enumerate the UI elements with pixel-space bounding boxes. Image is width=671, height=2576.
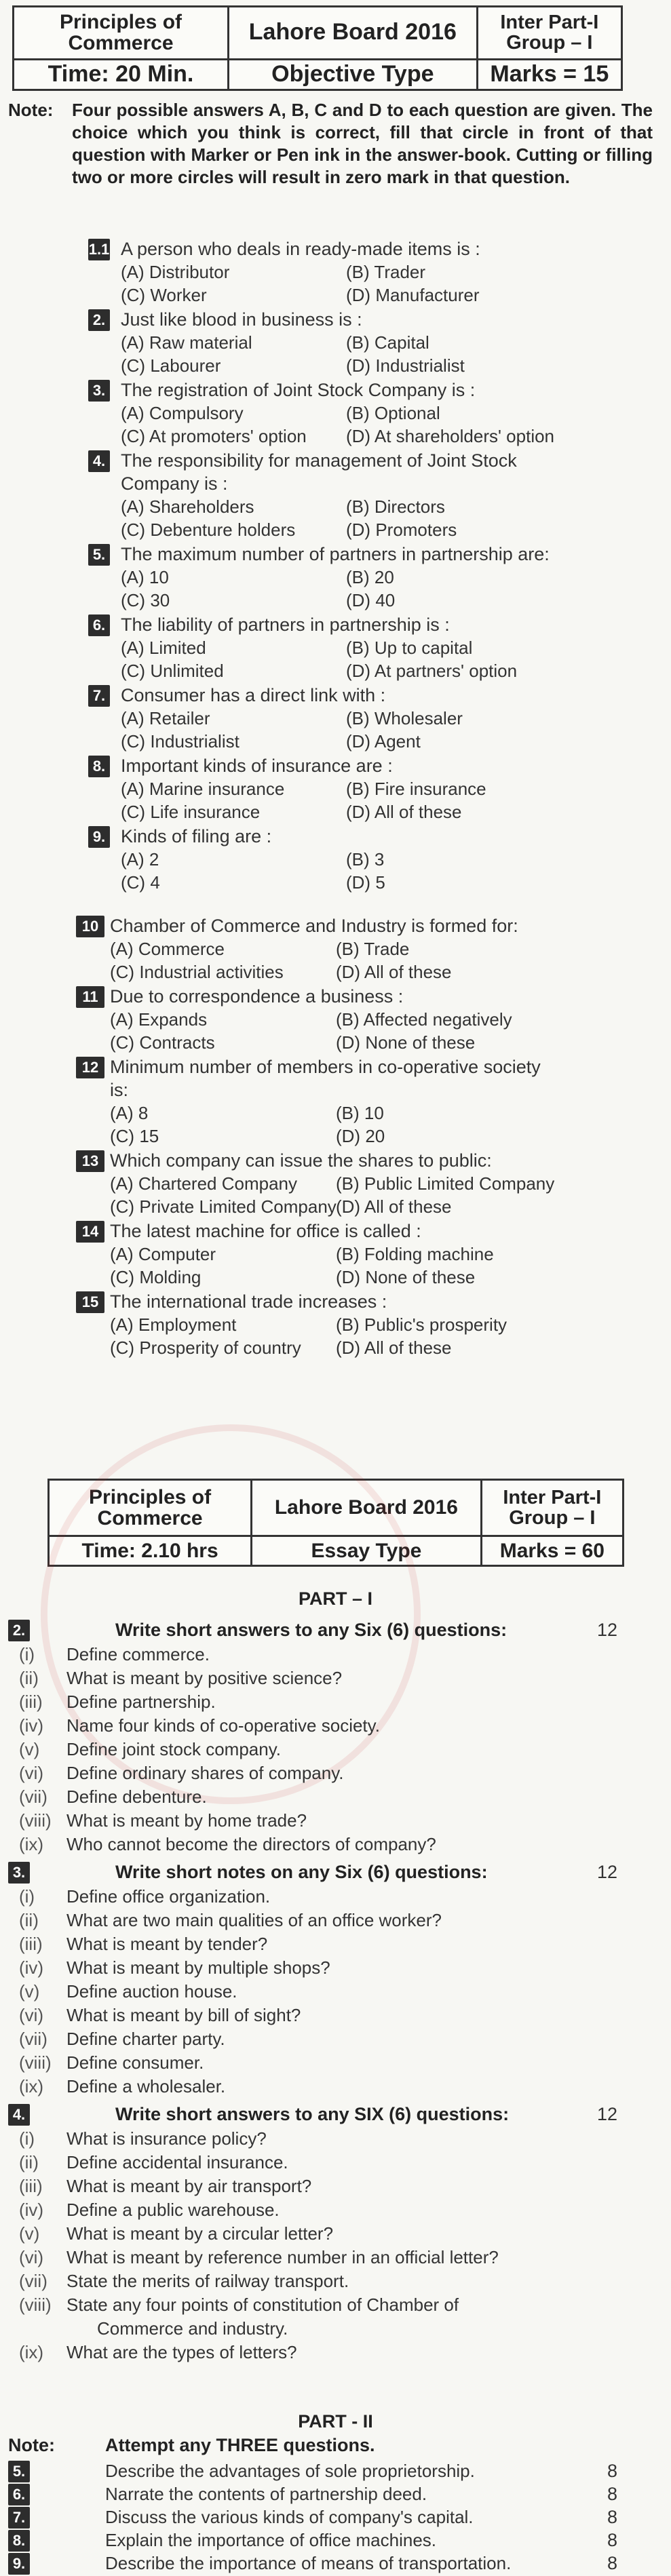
subject-title: Principles of Commerce [14, 7, 229, 60]
question-text: What is meant by positive science? [66, 1668, 343, 1688]
question-text: Define auction house. [66, 1981, 237, 2002]
option-text: (A) Computer [110, 1244, 216, 1264]
essay-type-label: Essay Type [252, 1536, 482, 1566]
option-text: (C) Unlimited [121, 661, 224, 681]
option-text: (D) 5 [346, 872, 385, 893]
option-text: (C) At promoters' option [121, 426, 307, 446]
essay-part-group [481, 1480, 623, 1536]
question-text: Consumer has a direct link with : [121, 685, 386, 705]
option-text: (D) Agent [346, 731, 421, 752]
question-text: Chamber of Commerce and Industry is formed for: [110, 916, 518, 936]
question-text: Define partnership. [66, 1692, 216, 1712]
option-text: (A) Shareholders [121, 496, 254, 517]
short-question [19, 2176, 311, 2197]
question-text: Name four kinds of co-operative society. [66, 1715, 380, 1736]
roman-numeral: (v) [19, 1981, 40, 2002]
option-text: (B) Wholesaler [346, 708, 463, 728]
long-question: Discuss the various kinds of company's capital. [105, 2507, 474, 2527]
section-heading: Write short answers to any Six (6) questions: [115, 1620, 507, 1640]
question-text: The latest machine for office is called : [110, 1221, 421, 1241]
short-question [19, 1763, 344, 1784]
question-text: Define charter party. [66, 2029, 225, 2049]
question-number: 14 [76, 1221, 104, 1243]
question-marks: 8 [607, 2484, 618, 2504]
option-text: (C) Contracts [110, 1032, 215, 1053]
part2-title: PART - II [298, 2411, 373, 2432]
question-number: 8. [8, 2530, 30, 2552]
question-number: 12 [76, 1057, 104, 1078]
roman-numeral: (viii) [19, 2295, 52, 2315]
section-heading: Write short answers to any SIX (6) questions: [115, 2104, 510, 2124]
option-text: (C) Molding [110, 1267, 202, 1287]
option-text: (D) Promoters [346, 520, 457, 540]
option-text: (D) Manufacturer [346, 285, 480, 305]
option-text: (B) Affected negatively [336, 1009, 512, 1030]
section-marks: 12 [597, 1862, 618, 1882]
short-question [19, 2052, 204, 2073]
objective-header [12, 5, 623, 91]
question-number: 5. [8, 2461, 30, 2482]
question-text: Define accidental insurance. [66, 2152, 288, 2172]
roman-numeral: (iv) [19, 1715, 44, 1736]
short-question [19, 2029, 225, 2050]
roman-numeral: (vi) [19, 2005, 44, 2025]
short-question [19, 1834, 436, 1855]
option-text: (A) 10 [121, 567, 169, 587]
question-text: What are the types of letters? [66, 2342, 297, 2362]
option-text: (B) 20 [346, 567, 394, 587]
option-text: (C) 15 [110, 1126, 159, 1146]
question-marks: 8 [607, 2530, 618, 2550]
question-text: The liability of partners in partnership is : [121, 614, 450, 635]
question-text: State the merits of railway transport. [66, 2271, 349, 2291]
question-text: Just like blood in business is : [121, 309, 362, 330]
option-text: (A) 2 [121, 849, 159, 870]
question-text: A person who deals in ready-made items is : [121, 239, 480, 259]
option-text: (D) Industrialist [346, 355, 465, 376]
roman-numeral: (vii) [19, 1787, 47, 1807]
option-text: (B) Trader [346, 262, 426, 282]
option-text: (B) 3 [346, 849, 385, 870]
question-text: Due to correspondence a business : [110, 986, 404, 1007]
roman-numeral: (ix) [19, 2342, 44, 2362]
essay-group-label: Group – I [509, 1507, 596, 1529]
option-text: (A) Limited [121, 638, 206, 658]
roman-numeral: (i) [19, 1886, 35, 1907]
question-number: 7. [88, 685, 110, 707]
question-text: The maximum number of partners in partnership are: [121, 544, 550, 564]
question-text: Define commerce. [66, 1644, 210, 1664]
short-question [19, 1810, 307, 1831]
option-text: (D) None of these [336, 1267, 476, 1287]
question-text: Define ordinary shares of company. [66, 1763, 344, 1783]
section-marks: 12 [597, 1620, 618, 1640]
question-number: 6. [8, 2484, 30, 2505]
note-text: Four possible answers A, B, C and D to each question are given. The choice which you think is correct, fill that circle in front of that question with Marker or Pen ink in the answer-book. Cutting or filling two or more circles will result in zero mark in that question. [72, 100, 653, 187]
question-text: Minimum number of members in co-operative society [110, 1057, 541, 1077]
option-text: (D) None of these [336, 1032, 476, 1053]
short-question [19, 2005, 301, 2026]
essay-board-title: Lahore Board 2016 [252, 1480, 482, 1536]
short-question [19, 2076, 225, 2097]
question-text: What is meant by a circular letter? [66, 2223, 334, 2244]
long-question: Describe the advantages of sole proprietorship. [105, 2461, 475, 2481]
roman-numeral: (i) [19, 2128, 35, 2149]
question-marks: 8 [607, 2461, 618, 2481]
option-text: (D) All of these [346, 802, 462, 822]
essay-time-label: Time: 2.10 hrs [49, 1536, 252, 1566]
section-number: 3. [8, 1862, 30, 1884]
roman-numeral: (vii) [19, 2271, 47, 2291]
roman-numeral: (v) [19, 2223, 40, 2244]
short-question [19, 1886, 270, 1907]
question-number: 11 [76, 986, 104, 1008]
short-question [19, 1668, 342, 1689]
question-text: What is meant by multiple shops? [66, 1957, 330, 1978]
short-question [19, 2128, 267, 2149]
short-question [19, 1739, 281, 1760]
question-number: 4. [88, 450, 110, 472]
part-label: Inter Part-I [500, 11, 599, 33]
option-text: (A) Marine insurance [121, 779, 285, 799]
option-text: (B) Public Limited Company [336, 1173, 555, 1194]
roman-numeral: (v) [19, 1739, 40, 1759]
option-text: (A) Distributor [121, 262, 230, 282]
question-text: What is meant by tender? [66, 1934, 268, 1954]
option-text: (A) 8 [110, 1103, 149, 1123]
roman-numeral: (ii) [19, 1910, 39, 1930]
question-number: 8. [88, 756, 110, 777]
option-text: (C) Debenture holders [121, 520, 296, 540]
section-heading: Write short notes on any Six (6) questions: [115, 1862, 488, 1882]
short-question [19, 2223, 333, 2244]
short-question [19, 2247, 499, 2268]
option-text: (C) Life insurance [121, 802, 261, 822]
question-marks: 8 [607, 2507, 618, 2527]
question-text: Important kinds of insurance are : [121, 756, 393, 776]
short-question [19, 2295, 459, 2316]
long-question: Narrate the contents of partnership deed. [105, 2484, 427, 2504]
long-question: Explain the importance of office machines. [105, 2530, 437, 2550]
option-text: (B) Up to capital [346, 638, 473, 658]
essay-subject-title: Principles of Commerce [49, 1480, 252, 1536]
question-number: 15 [76, 1291, 104, 1313]
roman-numeral: (ix) [19, 2076, 44, 2096]
option-text: (B) Capital [346, 332, 429, 353]
option-text: (B) Public's prosperity [336, 1314, 507, 1335]
question-number: 9. [88, 826, 110, 848]
question-number: 3. [88, 380, 110, 402]
option-text: (A) Chartered Company [110, 1173, 297, 1194]
short-question [19, 1644, 210, 1665]
option-text: (A) Expands [110, 1009, 208, 1030]
question-number: 6. [88, 614, 110, 636]
option-text: (C) Worker [121, 285, 207, 305]
short-question [19, 1692, 216, 1713]
option-text: (D) 40 [346, 590, 396, 610]
option-text: (A) Compulsory [121, 403, 244, 423]
option-text: (A) Employment [110, 1314, 237, 1335]
long-question: Describe the importance of means of transportation. [105, 2553, 512, 2573]
short-question [19, 1715, 380, 1736]
roman-numeral: (iv) [19, 1957, 44, 1978]
short-question [19, 1910, 442, 1931]
option-text: (B) Fire insurance [346, 779, 486, 799]
question-number: 2. [88, 309, 110, 331]
roman-numeral: (vii) [19, 2029, 47, 2049]
marks-label: Marks = 15 [477, 59, 621, 90]
question-text: Company is : [121, 473, 228, 494]
part1-title: PART – I [298, 1588, 372, 1609]
option-text: (D) All of these [336, 1196, 452, 1217]
question-text: Commerce and industry. [97, 2318, 288, 2339]
option-text: (D) All of these [336, 962, 452, 982]
part2-note-text: Attempt any THREE questions. [105, 2435, 375, 2455]
board-title: Lahore Board 2016 [229, 7, 478, 60]
option-text: (D) All of these [336, 1338, 452, 1358]
question-number: 9. [8, 2553, 30, 2575]
question-text: The responsibility for management of Joint Stock [121, 450, 517, 471]
roman-numeral: (iii) [19, 1934, 43, 1954]
option-text: (C) Industrial activities [110, 962, 284, 982]
option-text: (C) Private Limited Company [110, 1196, 337, 1217]
roman-numeral: (ii) [19, 2152, 39, 2172]
type-label: Objective Type [229, 59, 478, 90]
essay-part-label: Inter Part-I [503, 1486, 602, 1508]
short-question [19, 1957, 330, 1978]
question-text: Kinds of filing are : [121, 826, 272, 846]
option-text: (B) 10 [336, 1103, 384, 1123]
section-number: 4. [8, 2104, 30, 2126]
question-text: The registration of Joint Stock Company is : [121, 380, 476, 400]
question-text: is: [110, 1080, 128, 1100]
option-text: (B) Trade [336, 939, 410, 959]
option-text: (B) Folding machine [336, 1244, 494, 1264]
question-text: Define a wholesaler. [66, 2076, 226, 2096]
option-text: (A) Commerce [110, 939, 225, 959]
question-text: Define office organization. [66, 1886, 271, 1907]
section-number: 2. [8, 1620, 30, 1641]
roman-numeral: (vi) [19, 2247, 44, 2267]
roman-numeral: (iii) [19, 2176, 43, 2196]
question-text: Define a public warehouse. [66, 2200, 280, 2220]
part2-note-label: Note: [8, 2435, 55, 2455]
question-text: State any four points of constitution of Chamber of [66, 2295, 459, 2315]
option-text: (A) Raw material [121, 332, 252, 353]
option-text: (D) At partners' option [346, 661, 518, 681]
question-text: The international trade increases : [110, 1291, 387, 1312]
essay-marks-label: Marks = 60 [481, 1536, 623, 1566]
short-question [19, 2271, 349, 2292]
question-text: What is meant by reference number in an official letter? [66, 2247, 499, 2267]
option-text: (C) Prosperity of country [110, 1338, 301, 1358]
roman-numeral: (viii) [19, 2052, 52, 2073]
question-text: Define joint stock company. [66, 1739, 281, 1759]
part-group [477, 7, 621, 60]
roman-numeral: (ix) [19, 1834, 44, 1854]
question-text: What is insurance policy? [66, 2128, 267, 2149]
question-number: 7. [8, 2507, 30, 2529]
roman-numeral: (ii) [19, 1668, 39, 1688]
option-text: (C) 4 [121, 872, 160, 893]
section-marks: 12 [597, 2104, 618, 2124]
option-text: (C) Labourer [121, 355, 221, 376]
question-number: 13 [76, 1150, 104, 1172]
option-text: (C) 30 [121, 590, 170, 610]
roman-numeral: (iv) [19, 2200, 44, 2220]
short-question [19, 2200, 280, 2221]
roman-numeral: (viii) [19, 1810, 52, 1831]
question-text: Define debenture. [66, 1787, 207, 1807]
note-label: Note: [8, 100, 54, 120]
short-question [19, 2342, 297, 2363]
option-text: (B) Optional [346, 403, 440, 423]
question-text: What are two main qualities of an office worker? [66, 1910, 442, 1930]
short-question [19, 2152, 288, 2173]
option-text: (D) 20 [336, 1126, 385, 1146]
option-text: (A) Retailer [121, 708, 210, 728]
question-text: What is meant by home trade? [66, 1810, 307, 1831]
option-text: (C) Industrialist [121, 731, 239, 752]
group-label: Group – I [506, 32, 593, 54]
question-text: Which company can issue the shares to public: [110, 1150, 492, 1171]
question-number: 1.1 [88, 239, 110, 260]
time-label: Time: 20 Min. [14, 59, 229, 90]
question-text: Who cannot become the directors of company? [66, 1834, 436, 1854]
question-text: What is meant by bill of sight? [66, 2005, 301, 2025]
question-text: Define consumer. [66, 2052, 204, 2073]
short-question [19, 2318, 288, 2339]
question-number: 10 [76, 916, 104, 937]
option-text: (D) At shareholders' option [346, 426, 555, 446]
roman-numeral: (i) [19, 1644, 35, 1664]
instructions-note [8, 99, 653, 189]
option-text: (B) Directors [346, 496, 445, 517]
question-number: 5. [88, 544, 110, 566]
roman-numeral: (iii) [19, 1692, 43, 1712]
short-question [19, 1787, 207, 1808]
short-question [19, 1981, 237, 2002]
question-text: What is meant by air transport? [66, 2176, 312, 2196]
short-question [19, 1934, 267, 1955]
roman-numeral: (vi) [19, 1763, 44, 1783]
question-marks: 8 [607, 2553, 618, 2573]
